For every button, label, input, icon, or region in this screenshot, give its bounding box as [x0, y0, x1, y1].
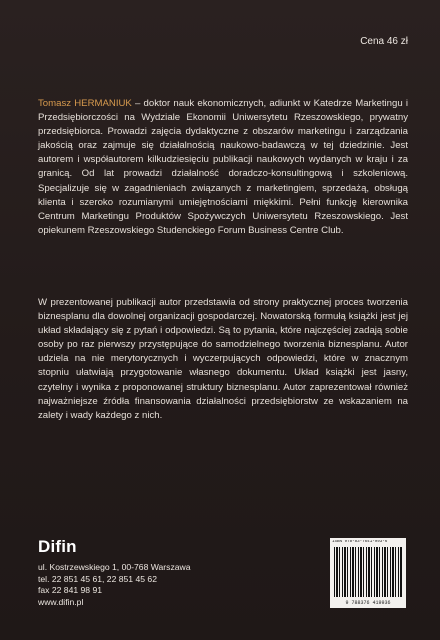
publisher-contact	[38, 562, 191, 608]
book-summary: W prezentowanej publikacji autor przedstawia od strony praktycznej proces tworzenia biznesplanu dla dowolnej organizacji gospodarczej. Nowatorską formułą książki jest jej układ składający się z pytań i odpowiedzi. Są to pytania, które najczęściej zadają sobie osoby po raz pierwszy przystępujące do samodzielnego tworzenia biznesplanu. Autor udziela na nie merytorycznych i wyczerpujących odpowiedzi, które w znacznym stopniu ułatwiają przygotowanie własnego dokumentu. Układ książki jest jasny, czytelny i wynika z proponowanej struktury biznesplanu. Autor zaprezentował również najważniejsze źródła finansowania działalności przedsiębiorstw ze wskazaniem na zalety i wady każdego z nich.	[38, 297, 408, 421]
price-label: Cena 46 zł	[360, 36, 408, 47]
ean-number: 9 788376 419936	[345, 600, 391, 606]
author-name: Tomasz HERMANIUK	[38, 98, 132, 109]
author-bio-text: – doktor nauk ekonomicznych, adiunkt w Katedrze Marketingu i Przedsiębiorczości na Wydziale Ekonomii Uniwersytetu Rzeszowskiego, prywatny przedsiębiorca. Prowadzi zajęcia dydaktyczne z obszarów marketingu i zarządzania jakością oraz zajmuje się działalnością naukowo-badawczą w tej dziedzinie. Jest autorem i współautorem kilkudziesięciu publikacji naukowych wydanych w kraju i za granicą. Od lat prowadzi działalność doradczo-konsultingową i szkoleniową. Specjalizuje się w zagadnieniach związanych z marketingiem, sprzedażą, obsługą klienta i szeroko rozumianymi umiejętnościami miękkimi. Pełni funkcję kierownika Centrum Marketingu Produktów Spożywczych Uniwersytetu Rzeszowskiego. Jest opiekunem Rzeszowskiego Studenckiego Forum Business Centre Club.	[38, 98, 408, 236]
isbn-barcode	[330, 538, 406, 608]
barcode-bars	[334, 547, 402, 597]
isbn-label: ISBN 978-83-7641-993-6	[332, 540, 388, 544]
publisher-fax: fax 22 841 98 91	[38, 585, 103, 596]
author-bio	[38, 97, 408, 238]
publisher-phone: tel. 22 851 45 61, 22 851 45 62	[38, 573, 157, 584]
publisher-logo: Difin	[38, 537, 77, 556]
publisher-address: ul. Kostrzewskiego 1, 00-768 Warszawa	[38, 562, 191, 572]
publisher-website: www.difin.pl	[38, 596, 84, 607]
